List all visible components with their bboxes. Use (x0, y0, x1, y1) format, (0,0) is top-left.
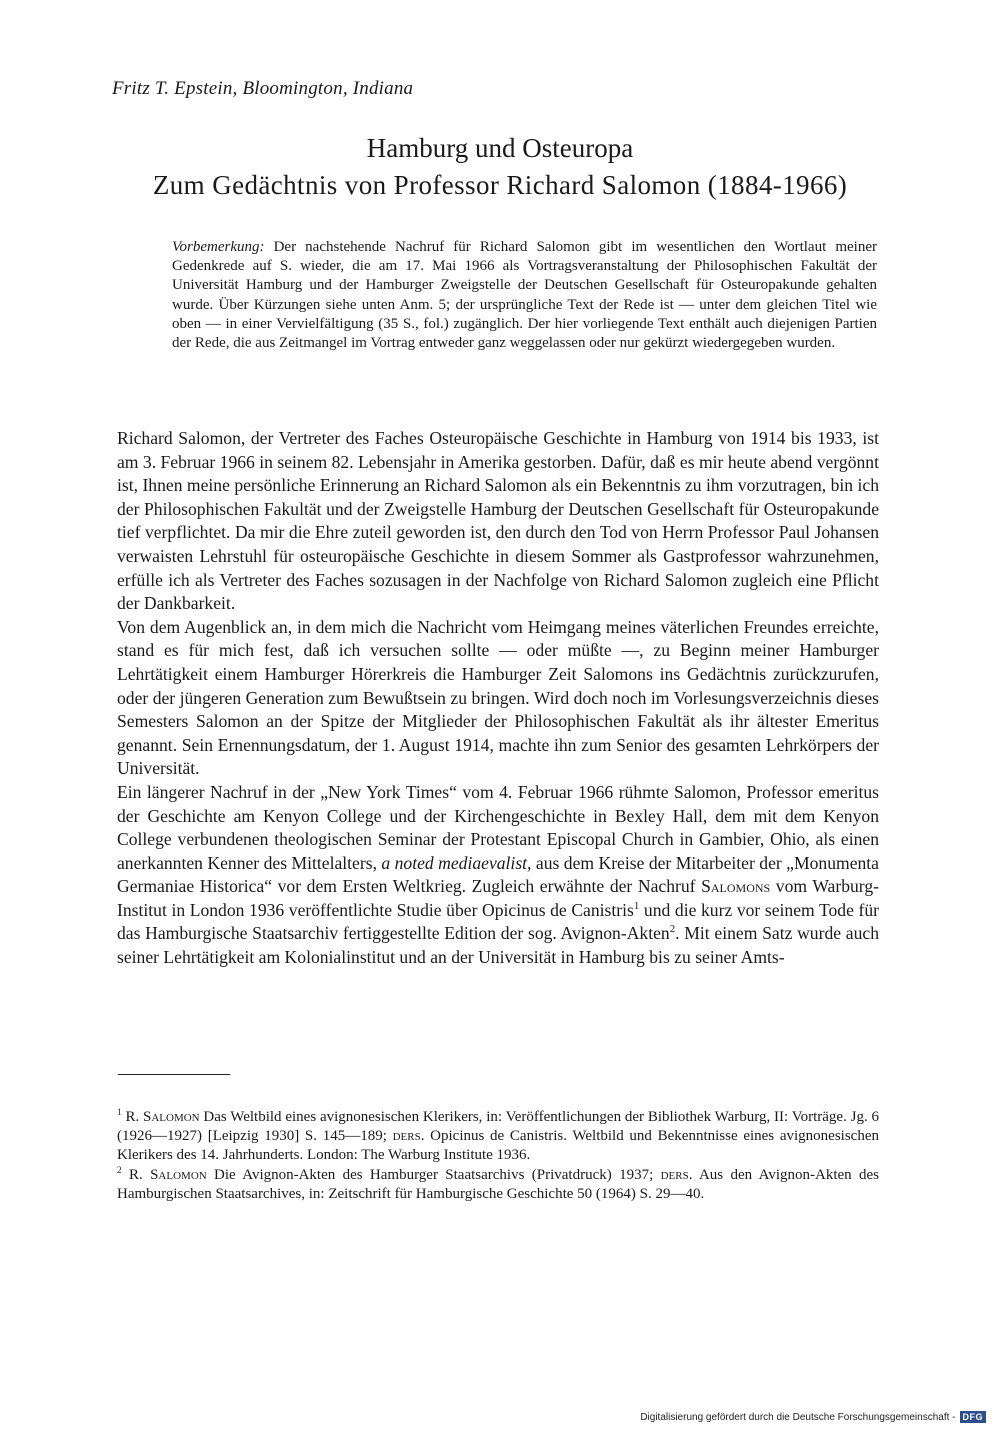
footnote-2 (117, 1166, 879, 1204)
footnote-1 (117, 1108, 879, 1166)
paragraph-3-part-a: Ein längerer Nachruf in der „New York Times“ vom 4. Februar 1966 rühmte Salomon, Professor emeritus der Geschichte am Kenyon College und der Kirchengeschichte in Bexley Hall, dem mit dem Kenyon College verbundenen theologischen Seminar der Protestant Episcopal Church in Gambier, Ohio, als einen anerkannten Kenner des Mittelalters, (117, 781, 879, 873)
footnote-1-text-2: Opicinus de Canistris. Weltbild und Bekenntnisse eines avignonesischen Klerikers des 14. Jahrhunderts. London: The Warburg Institute 1936. (117, 1128, 879, 1164)
preliminary-note-text: Der nachstehende Nachruf für Richard Salomon gibt im wesentlichen den Wortlaut meiner Gedenkrede auf S. wieder, die am 17. Mai 1966 als Vortragsveranstaltung der Philosophischen Fakultät der Universität Hamburg und der Hamburger Zweigstelle der Deutschen Gesellschaft für Osteuropakunde gehalten wurde. Über Kürzungen siehe unten Anm. 5; der ursprüngliche Text der Rede ist — unter dem gleichen Titel wie oben — in einer Vervielfältigung (35 S., fol.) zugänglich. Der hier vorliegende Text enthält auch diejenigen Partien der Rede, die aus Zeitmangel im Vortrag entweder ganz weggelassen oder nur gekürzt wiedergegeben wurden. (172, 239, 877, 352)
dfg-logo: DFG (960, 1411, 987, 1423)
credit-text: Digitalisierung gefördert durch die Deutsche Forschungsgemeinschaft - (640, 1411, 956, 1423)
paragraph-3-italic: a noted mediaevalist, (381, 852, 532, 873)
footnote-2-ders: ders. (660, 1166, 693, 1183)
paragraph-3-part-d: und die kurz vor seinem Tode für das Hamburgische Staatsarchiv fertiggestellte Edition der sog. Avignon-Akten (117, 899, 879, 944)
footnote-ref-2[interactable]: 2 (669, 923, 676, 936)
paragraph-3 (117, 781, 879, 970)
digitization-credit (640, 1411, 986, 1423)
paragraph-2: Von dem Augenblick an, in dem mich die Nachricht vom Heimgang meines väterlichen Freundes erreichte, stand es für mich fest, daß ich versuchen sollte — oder müßte —, zu Beginn meiner Hamburger Lehrtätigkeit einem Hamburger Hörerkreis die Hamburger Zeit Salomons ins Gedächtnis zurückzurufen, oder der jüngeren Generation zum Bewußtsein zu bringen. Wird doch noch im Vorlesungsverzeichnis dieses Semesters Salomon an der Spitze der Mitglieder der Philosophischen Fakultät als ihr ältester Emeritus genannt. Sein Ernennungsdatum, der 1. August 1914, machte ihn zum Senior des gesamten Lehrkörpers der Universität. (117, 616, 879, 779)
footnote-1-ders: ders. (392, 1128, 425, 1145)
paragraph-3-part-c: vom Warburg-Institut in London 1936 veröffentlichte Studie über Opicinus de Canistris (117, 876, 879, 920)
paragraph-1: Richard Salomon, der Vertreter des Faches Osteuropäische Geschichte in Hamburg von 1914 bis 1933, ist am 3. Februar 1966 in seinem 82. Lebensjahr in Amerika gestorben. Dafür, daß es mir heute abend vergönnt ist, Ihnen meine persönliche Erinnerung an Richard Salomon als ein Bekenntnis zu ihm vorzutragen, bin ich der Philosophischen Fakultät und der Zweigstelle Hamburg der Deutschen Gesellschaft für Osteuropakunde tief verpflichtet. Da mir die Ehre zuteil geworden ist, den durch den Tod von Herrn Professor Paul Johansen verwaisten Lehrstuhl für osteuropäische Geschichte in diesem Sommer als Gastprofessor wahrzunehmen, erfülle ich als Vertreter des Faches sozusagen in der Nachfolge von Richard Salomon zugleich eine Pflicht der Dankbarkeit. (117, 428, 879, 614)
footnote-1-text: Das Weltbild eines avignonesischen Klerikers, in: Veröffentlichungen der Bibliothek Warburg, II: Vorträge. Jg. 6 (1926—1927) [Leipzig 1930] S. 145—189; (117, 1109, 880, 1145)
paragraph-3-part-b: aus dem Kreise der Mitarbeiter der „Monumenta Germaniae Historica“ vor dem Ersten Weltkrieg. Zugleich erwähnte der Nachruf (117, 852, 879, 897)
footnote-divider (118, 1074, 230, 1075)
preliminary-note-lead: Vorbemerkung: (172, 239, 265, 255)
footnote-2-number: 2 (117, 1165, 122, 1176)
paragraph-3-smallcaps: Salomons (701, 876, 771, 897)
article-title: Hamburg und Osteuropa (366, 133, 634, 163)
footnote-ref-1[interactable]: 1 (633, 900, 640, 913)
author-line: Fritz T. Epstein, Bloomington, Indiana (112, 78, 414, 99)
footnote-2-text: Die Avignon-Akten des Hamburger Staatsarchivs (Privatdruck) 1937; (206, 1166, 661, 1183)
article-subtitle: Zum Gedächtnis von Professor Richard Salomon (1884-1966) (152, 170, 848, 200)
footnote-1-number: 1 (117, 1108, 122, 1118)
footnote-2-author: R. Salomon (129, 1166, 207, 1183)
footnote-1-author: R. Salomon (125, 1109, 200, 1125)
paragraph-3-part-e: . Mit einem Satz wurde auch seiner Lehrtätigkeit am Kolonialinstitut und an der Universität in Hamburg bis zu seiner Amts- (117, 923, 879, 968)
article-body (117, 427, 879, 970)
preliminary-note (172, 238, 877, 353)
footnotes (117, 1108, 879, 1204)
footnote-2-text-2: Aus den Avignon-Akten des Hamburgischen Staatsarchives, in: Zeitschrift für Hamburgische Geschichte 50 (1964) S. 29—40. (117, 1166, 880, 1202)
